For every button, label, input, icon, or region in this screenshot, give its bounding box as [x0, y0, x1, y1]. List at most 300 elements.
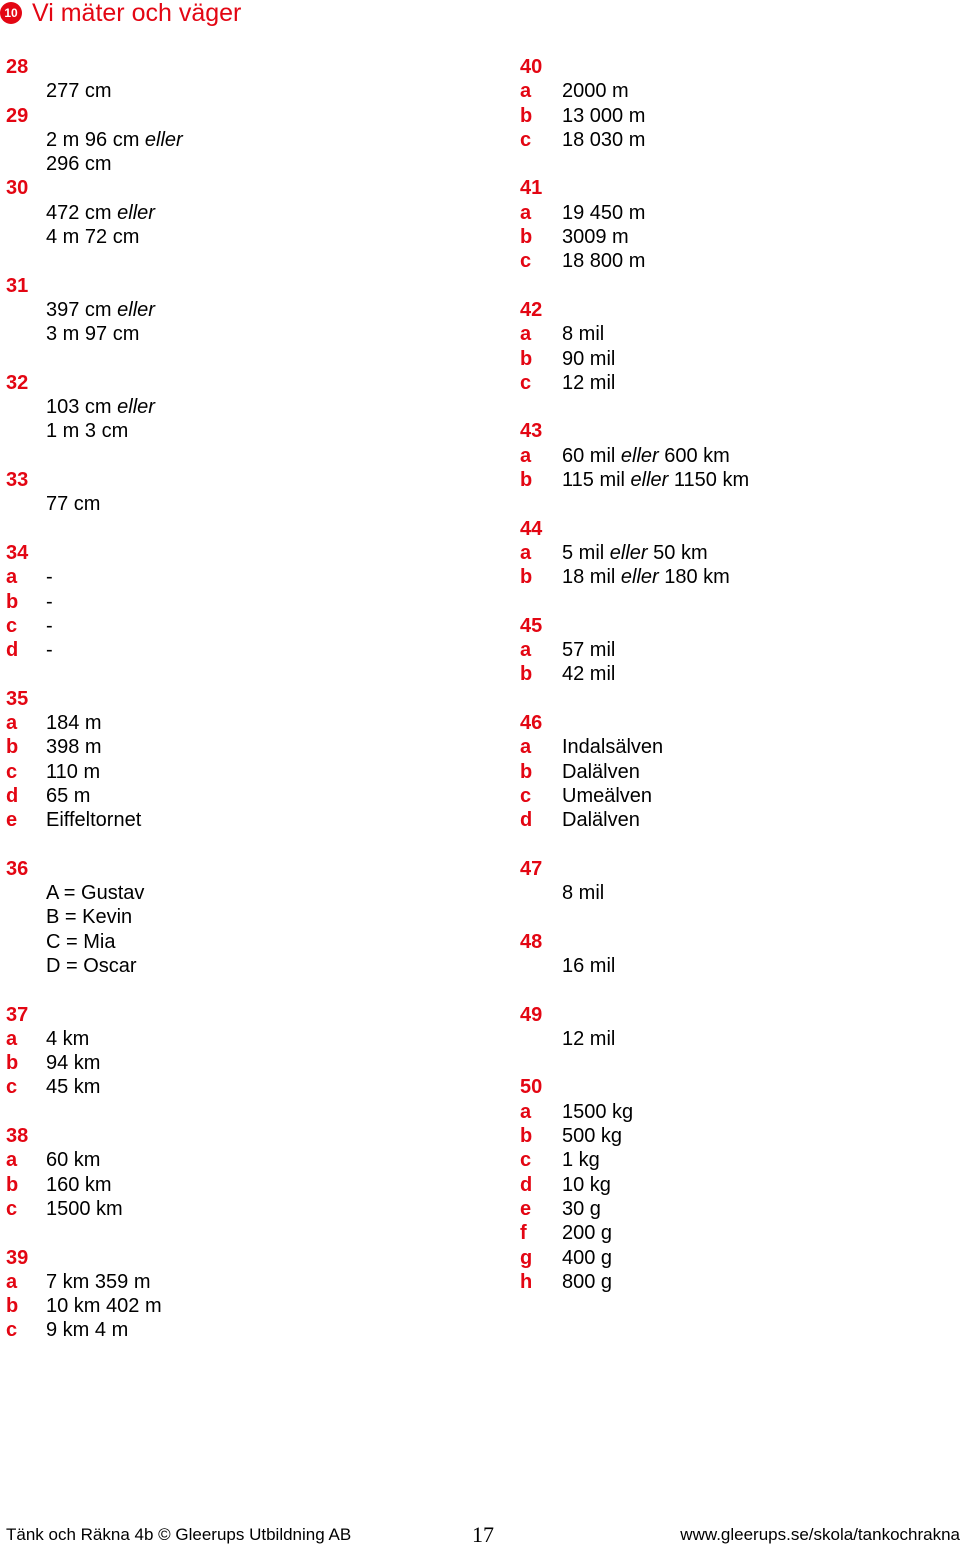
answer-line	[6, 298, 476, 322]
subquestion-label: d	[6, 639, 19, 662]
answer-value: A = Gustav	[46, 882, 145, 905]
answer-value: 10 km 402 m	[46, 1295, 162, 1318]
answer-text	[46, 298, 155, 322]
spacer	[6, 517, 476, 541]
exercise-number-label: 33	[6, 469, 29, 492]
exercise-number	[6, 1246, 476, 1270]
exercise-number	[520, 614, 950, 638]
answer-line	[520, 1246, 950, 1270]
spacer	[520, 395, 950, 419]
answer-value: 65 m	[46, 784, 91, 807]
answer-value: 1 m 3 cm	[46, 420, 129, 443]
answer-text	[562, 638, 615, 662]
answer-value: 115 mil	[562, 469, 631, 492]
answer-line	[520, 249, 950, 273]
spacer	[520, 152, 950, 176]
answer-line	[6, 79, 476, 103]
answer-value: 18 030 m	[562, 128, 646, 151]
spacer	[6, 833, 476, 857]
subquestion-label: a	[520, 201, 532, 224]
answer-text	[562, 1173, 611, 1197]
subquestion-label: h	[520, 1270, 533, 1293]
subquestion-label: e	[6, 809, 18, 832]
answer-text	[46, 638, 53, 662]
exercise-number	[6, 55, 476, 79]
exercise-number-label: 47	[520, 857, 543, 880]
answer-value: 2000 m	[562, 80, 629, 103]
subquestion-label: f	[520, 1222, 527, 1245]
subquestion-label: b	[520, 469, 533, 492]
answer-line	[6, 1270, 476, 1294]
answer-line	[520, 760, 950, 784]
answer-line	[520, 784, 950, 808]
answer-line	[520, 128, 950, 152]
answer-value: 13 000 m	[562, 104, 646, 127]
answer-line	[6, 128, 476, 152]
answer-line	[6, 1197, 476, 1221]
answer-text	[562, 1270, 612, 1294]
subquestion-label: c	[520, 1149, 532, 1172]
subquestion-label: d	[6, 784, 19, 807]
exercise-number	[6, 104, 476, 128]
answer-value: 1 kg	[562, 1149, 600, 1172]
answer-line	[6, 614, 476, 638]
exercise-number-label: 36	[6, 857, 29, 880]
page-number: 17	[472, 1522, 494, 1547]
answer-text	[562, 565, 730, 589]
answer-line	[6, 905, 476, 929]
answer-text	[46, 492, 100, 516]
answer-text	[46, 201, 155, 225]
answer-value: 398 m	[46, 736, 102, 759]
answer-text	[562, 541, 708, 565]
answer-value: 3009 m	[562, 226, 629, 249]
footer-url[interactable]: www.gleerups.se/skola/tankochrakna	[680, 1525, 960, 1544]
answer-line	[520, 1173, 950, 1197]
subquestion-label: b	[520, 226, 533, 249]
answer-text	[562, 1100, 633, 1124]
answer-line	[520, 225, 950, 249]
subquestion-label: d	[520, 809, 533, 832]
answer-text	[46, 152, 112, 176]
answer-value: 3 m 97 cm	[46, 323, 140, 346]
exercise-number	[6, 1003, 476, 1027]
answer-value: 8 mil	[562, 323, 605, 346]
answer-line	[520, 565, 950, 589]
exercise-number-label: 32	[6, 371, 29, 394]
exercise-number	[520, 711, 950, 735]
exercise-number-label: 43	[520, 420, 543, 443]
subquestion-label: a	[6, 712, 18, 735]
alternative-word: eller	[117, 201, 155, 224]
chapter-header	[0, 0, 241, 26]
spacer	[6, 249, 476, 273]
answer-line	[520, 444, 950, 468]
exercise-number-label: 39	[6, 1246, 29, 1269]
answer-line	[520, 1027, 950, 1051]
exercise-number-label: 30	[6, 177, 29, 200]
answer-line	[6, 1051, 476, 1075]
answer-value: 18 mil	[562, 566, 621, 589]
alternative-word: eller	[117, 298, 155, 321]
answer-value: 94 km	[46, 1052, 101, 1075]
exercise-number	[520, 517, 950, 541]
subquestion-label: c	[6, 1319, 18, 1342]
answer-value: 110 m	[46, 760, 101, 783]
answer-value: 77 cm	[46, 493, 101, 516]
answer-text	[46, 930, 115, 954]
answer-value: 472 cm	[46, 201, 118, 224]
answer-line	[6, 760, 476, 784]
answer-value: 57 mil	[562, 639, 616, 662]
answer-line	[6, 1318, 476, 1342]
answer-text	[46, 1197, 123, 1221]
answer-value: 90 mil	[562, 347, 616, 370]
subquestion-label: b	[520, 663, 533, 686]
answer-value: 42 mil	[562, 663, 616, 686]
answer-value: 4 m 72 cm	[46, 226, 140, 249]
answer-line	[6, 881, 476, 905]
subquestion-label: b	[520, 347, 533, 370]
alternative-word: eller	[117, 396, 155, 419]
exercise-number	[520, 55, 950, 79]
exercise-number-label: 35	[6, 687, 29, 710]
answer-text	[46, 954, 137, 978]
answer-value: 45 km	[46, 1076, 101, 1099]
exercise-number	[520, 930, 950, 954]
answer-line	[6, 638, 476, 662]
answer-text	[562, 225, 629, 249]
answer-text	[46, 322, 139, 346]
answer-line	[6, 808, 476, 832]
page-footer	[6, 1520, 960, 1550]
exercise-number	[6, 371, 476, 395]
answer-value: 60 mil	[562, 444, 621, 467]
answer-value: Indalsälven	[562, 736, 664, 759]
answer-line	[520, 541, 950, 565]
answer-text	[562, 808, 640, 832]
answer-value: 277 cm	[46, 80, 112, 103]
exercise-number-label: 34	[6, 541, 29, 564]
exercise-number-label: 50	[520, 1076, 543, 1099]
answer-line	[520, 104, 950, 128]
answer-text	[46, 808, 141, 832]
answer-line	[6, 565, 476, 589]
answer-line	[520, 1221, 950, 1245]
answer-text	[46, 1148, 100, 1172]
spacer	[520, 590, 950, 614]
answer-value: 184 m	[46, 712, 102, 735]
answer-text	[46, 395, 155, 419]
exercise-number-label: 45	[520, 614, 543, 637]
answer-value: Dalälven	[562, 809, 640, 832]
spacer	[520, 492, 950, 516]
answer-value: 12 mil	[562, 371, 616, 394]
alternative-word: eller	[620, 444, 659, 467]
answer-text	[46, 419, 128, 443]
answer-value: 9 km 4 m	[46, 1319, 129, 1342]
answer-text	[562, 1221, 612, 1245]
subquestion-label: d	[520, 1173, 533, 1196]
answer-text	[46, 881, 144, 905]
answer-text	[46, 760, 100, 784]
answer-line	[520, 954, 950, 978]
answer-line	[520, 1148, 950, 1172]
chapter-title: Vi mäter och väger	[32, 0, 242, 27]
answer-text	[46, 590, 53, 614]
answer-text	[562, 322, 604, 346]
answer-line	[6, 419, 476, 443]
exercise-number-label: 48	[520, 930, 543, 953]
exercise-number-label: 49	[520, 1003, 543, 1026]
answer-line	[6, 954, 476, 978]
answer-value: 200 g	[562, 1222, 613, 1245]
subquestion-label: a	[520, 541, 532, 564]
answer-value: -	[46, 614, 53, 637]
spacer	[6, 978, 476, 1002]
answer-text	[562, 201, 645, 225]
exercise-number	[520, 419, 950, 443]
answer-text	[562, 468, 749, 492]
answer-line	[6, 492, 476, 516]
answer-text	[46, 1270, 150, 1294]
answer-line	[6, 735, 476, 759]
answer-value: 8 mil	[562, 882, 605, 905]
answer-line	[520, 1100, 950, 1124]
answer-value: 1500 km	[46, 1197, 123, 1220]
answer-text	[562, 128, 645, 152]
answer-line	[6, 395, 476, 419]
answer-value: 1500 kg	[562, 1100, 634, 1123]
spacer	[6, 662, 476, 686]
subquestion-label: a	[520, 736, 532, 759]
answer-line	[6, 590, 476, 614]
answer-line	[6, 1173, 476, 1197]
answer-value: Dalälven	[562, 760, 640, 783]
answer-value: D = Oscar	[46, 954, 137, 977]
answer-text	[562, 954, 615, 978]
answer-text	[562, 371, 615, 395]
answer-line	[520, 1124, 950, 1148]
exercise-number-label: 38	[6, 1125, 29, 1148]
exercise-number	[520, 176, 950, 200]
subquestion-label: c	[520, 784, 532, 807]
subquestion-label: b	[6, 1173, 19, 1196]
answer-line	[520, 322, 950, 346]
exercise-number-label: 28	[6, 56, 29, 78]
subquestion-label: b	[6, 1052, 19, 1075]
exercise-number-label: 41	[520, 177, 543, 200]
answer-value: 500 kg	[562, 1125, 623, 1148]
exercise-number	[6, 274, 476, 298]
exercise-number	[6, 857, 476, 881]
spacer	[520, 274, 950, 298]
answer-line	[6, 1148, 476, 1172]
subquestion-label: b	[520, 760, 533, 783]
answer-text	[562, 1197, 601, 1221]
answer-text	[46, 1027, 89, 1051]
answer-text	[562, 1246, 612, 1270]
answer-text	[46, 79, 112, 103]
exercise-number	[520, 1075, 950, 1099]
answer-line	[520, 371, 950, 395]
answer-value: 12 mil	[562, 1027, 616, 1050]
answer-text	[46, 225, 139, 249]
answer-value: 160 km	[46, 1173, 112, 1196]
answer-line	[520, 1270, 950, 1294]
answer-value: 800 g	[562, 1270, 613, 1293]
answer-value: 296 cm	[46, 153, 112, 176]
answer-text	[46, 614, 53, 638]
answer-line	[6, 152, 476, 176]
answer-text	[46, 1294, 162, 1318]
answer-text	[46, 784, 90, 808]
answer-value: 18 800 m	[562, 250, 646, 273]
answer-line	[6, 1027, 476, 1051]
answer-line	[6, 322, 476, 346]
spacer	[520, 833, 950, 857]
subquestion-label: b	[520, 1125, 533, 1148]
answer-text	[46, 905, 132, 929]
answer-line	[520, 468, 950, 492]
answer-text	[562, 79, 629, 103]
subquestion-label: c	[520, 250, 532, 273]
answer-value: 30 g	[562, 1197, 601, 1220]
subquestion-label: c	[6, 1197, 18, 1220]
answer-line	[6, 930, 476, 954]
spacer	[6, 1221, 476, 1245]
answer-value: B = Kevin	[46, 906, 133, 929]
subquestion-label: c	[6, 614, 18, 637]
exercise-number	[520, 298, 950, 322]
answer-line	[6, 1294, 476, 1318]
answer-value: 16 mil	[562, 954, 616, 977]
subquestion-label: a	[520, 80, 532, 103]
spacer	[6, 444, 476, 468]
answer-value: Umeälven	[562, 784, 653, 807]
answer-text	[46, 735, 102, 759]
exercise-number-label: 29	[6, 104, 29, 127]
subquestion-label: a	[6, 1149, 18, 1172]
subquestion-label: g	[520, 1246, 533, 1269]
answer-text	[562, 104, 645, 128]
answer-text	[562, 784, 652, 808]
answer-text	[46, 1051, 100, 1075]
answer-line	[520, 735, 950, 759]
exercise-number	[6, 1124, 476, 1148]
answer-value: 7 km 359 m	[46, 1270, 151, 1293]
answer-value: 397 cm	[46, 298, 118, 321]
exercise-number-label: 37	[6, 1003, 29, 1026]
alternative-word: eller	[630, 469, 669, 492]
subquestion-label: a	[6, 1027, 18, 1050]
answer-value: -	[46, 566, 53, 589]
exercise-number	[6, 687, 476, 711]
answer-line	[520, 808, 950, 832]
exercise-number	[520, 1003, 950, 1027]
answer-value: Eiffeltornet	[46, 809, 142, 832]
alternative-word: eller	[609, 541, 648, 564]
footer-publisher: Tänk och Räkna 4b © Gleerups Utbildning AB	[6, 1525, 352, 1544]
answers-column-left	[6, 55, 476, 1343]
answer-text	[46, 1173, 112, 1197]
subquestion-label: b	[6, 590, 19, 613]
spacer	[520, 687, 950, 711]
answer-line	[520, 662, 950, 686]
answer-text	[46, 1075, 100, 1099]
subquestion-label: b	[6, 1295, 19, 1318]
subquestion-label: a	[520, 1100, 532, 1123]
answer-text	[562, 249, 645, 273]
chapter-number-badge: 10	[0, 2, 22, 24]
subquestion-label: a	[520, 444, 532, 467]
answer-value: -	[46, 639, 53, 662]
answer-value: C = Mia	[46, 930, 116, 953]
answer-value: 19 450 m	[562, 201, 646, 224]
answer-line	[520, 881, 950, 905]
answer-text	[562, 1148, 600, 1172]
answer-line	[520, 79, 950, 103]
subquestion-label: b	[520, 104, 533, 127]
answers-column-right	[520, 55, 950, 1294]
exercise-number	[6, 468, 476, 492]
answer-text	[562, 760, 640, 784]
answer-text	[562, 735, 663, 759]
exercise-number	[6, 541, 476, 565]
subquestion-label: a	[520, 323, 532, 346]
subquestion-label: a	[6, 566, 18, 589]
answer-text	[562, 444, 730, 468]
exercise-number	[520, 857, 950, 881]
answer-line	[6, 201, 476, 225]
answer-text	[562, 1124, 622, 1148]
answer-line	[520, 347, 950, 371]
answer-line	[6, 1075, 476, 1099]
exercise-number	[6, 176, 476, 200]
answer-text	[562, 662, 615, 686]
subquestion-label: a	[520, 639, 532, 662]
exercise-number-label: 40	[520, 56, 543, 78]
spacer	[520, 978, 950, 1002]
answer-value: 103 cm	[46, 396, 118, 419]
answer-text	[562, 881, 604, 905]
answer-value: 5 mil	[562, 541, 610, 564]
answer-text	[46, 128, 183, 152]
answer-line	[520, 201, 950, 225]
answer-alternative-value: 50 km	[647, 541, 708, 564]
answer-text	[46, 1318, 128, 1342]
answer-line	[6, 784, 476, 808]
spacer	[520, 1051, 950, 1075]
subquestion-label: c	[6, 760, 18, 783]
answer-value: 60 km	[46, 1149, 101, 1172]
answer-value: 400 g	[562, 1246, 613, 1269]
answer-alternative-value: 1150 km	[668, 469, 750, 492]
answer-line	[6, 711, 476, 735]
exercise-number-label: 46	[520, 712, 543, 735]
answer-value: 4 km	[46, 1027, 90, 1050]
answer-value: -	[46, 590, 53, 613]
answer-text	[562, 347, 615, 371]
exercise-number-label: 42	[520, 298, 543, 321]
alternative-word: eller	[144, 128, 183, 151]
subquestion-label: b	[520, 566, 533, 589]
exercise-number-label: 31	[6, 274, 29, 297]
subquestion-label: a	[6, 1270, 18, 1293]
answer-text	[562, 1027, 615, 1051]
answer-text	[46, 711, 102, 735]
answer-value: 10 kg	[562, 1173, 611, 1196]
